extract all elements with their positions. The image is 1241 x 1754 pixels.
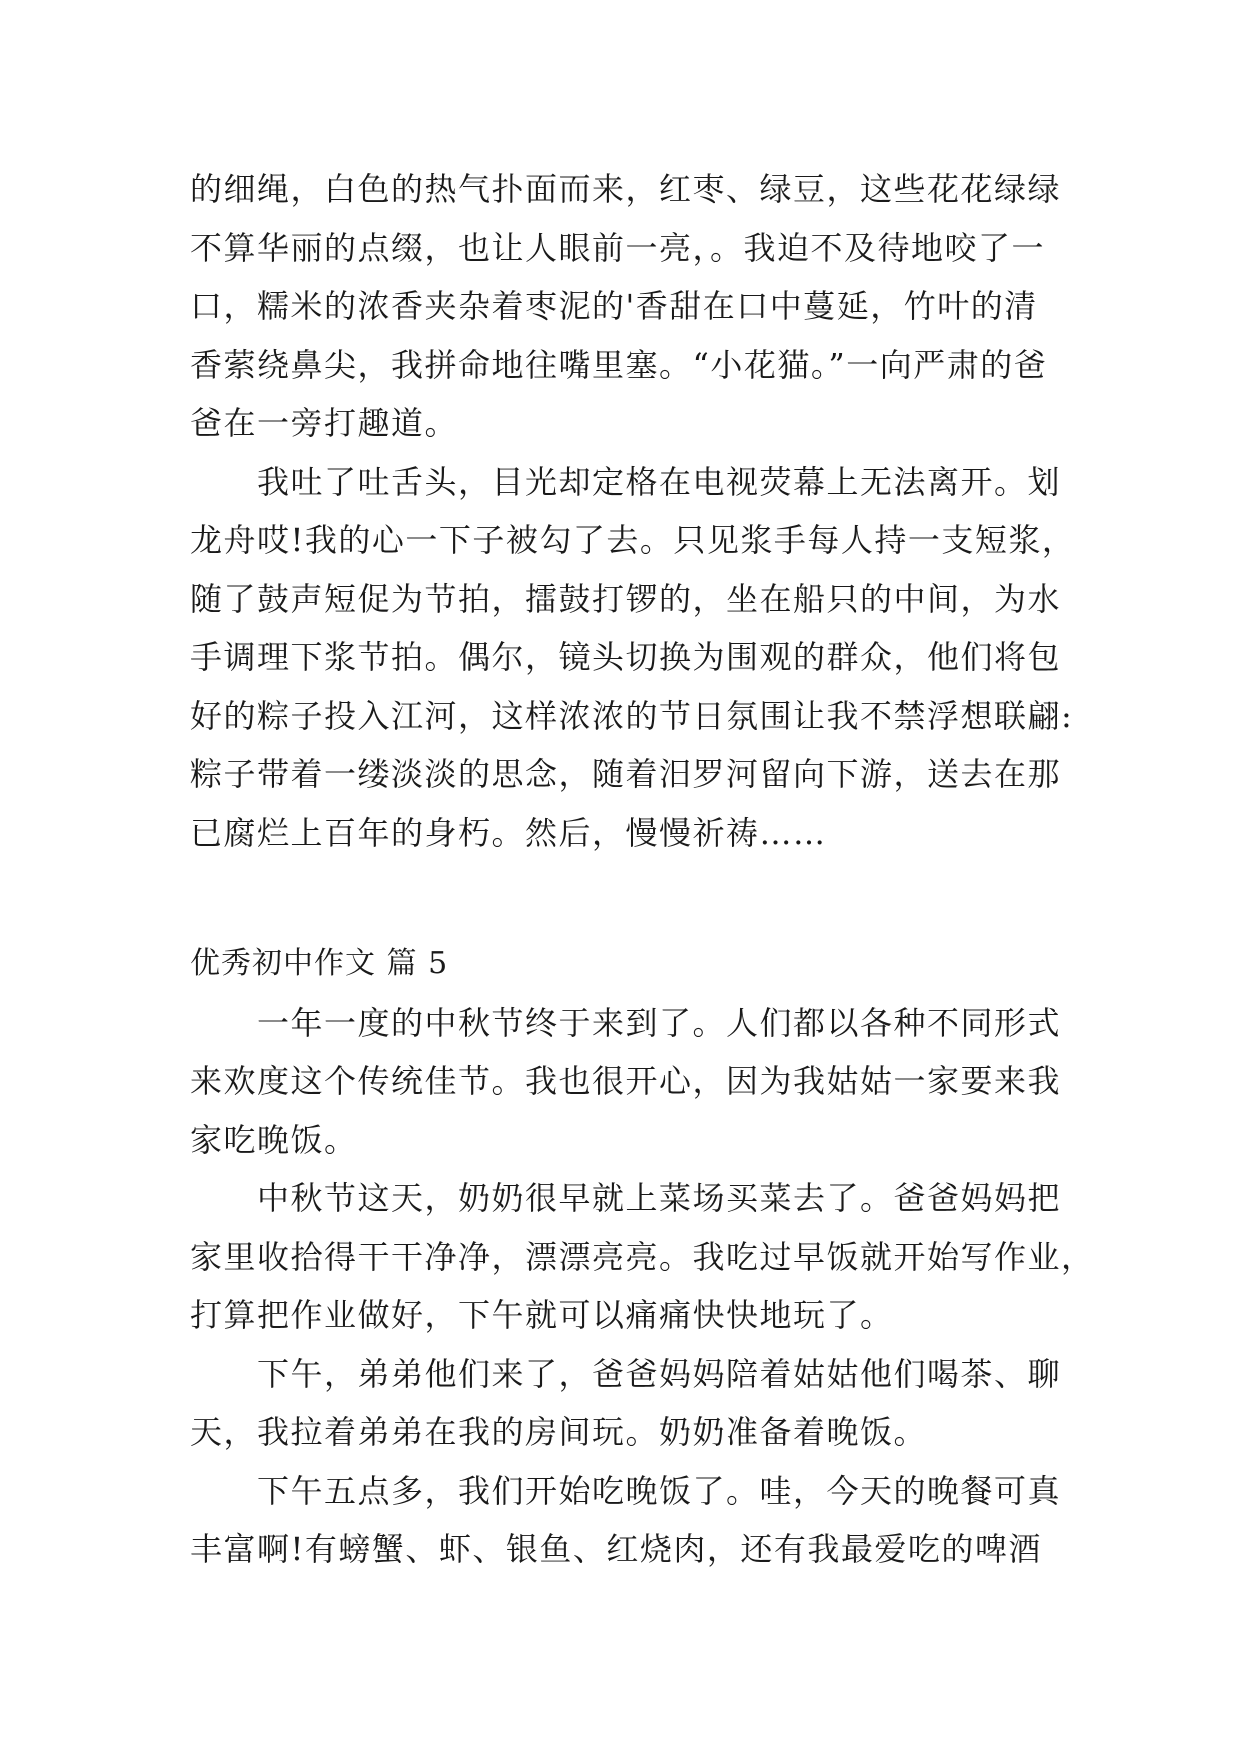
text-line: 的细绳，白色的热气扑面而来，红枣、绿豆，这些花花绿绿	[190, 170, 1062, 208]
text-line: 中秋节这天，奶奶很早就上菜场买菜去了。爸爸妈妈把	[257, 1179, 1062, 1217]
text-line: 家吃晚饭。	[190, 1120, 358, 1159]
text-line: 爸在一旁打趣道。	[190, 404, 459, 442]
text-line: 天，我拉着弟弟在我的房间玩。奶奶准备着晚饭。	[190, 1413, 928, 1451]
text-line: 来欢度这个传统佳节。我也很开心，因为我姑姑一家要来我	[190, 1062, 1062, 1100]
paragraph	[190, 160, 1060, 453]
text-line: 家里收拾得干干净净，漂漂亮亮。我吃过早饭就开始写作业，	[190, 1237, 1095, 1276]
paragraph	[190, 994, 1060, 1170]
text-line: 手调理下浆节拍。偶尔，镜头切换为围观的群众，他们将包	[190, 638, 1062, 676]
text-line: 好的粽子投入江河，这样浓浓的节日氛围让我不禁浮想联翩:	[190, 696, 1074, 735]
section-spacer	[190, 862, 1060, 935]
text-line: 打算把作业做好，下午就可以痛痛快快地玩了。	[190, 1296, 894, 1334]
text-line: 已腐烂上百年的身朽。然后，慢慢祈祷……	[190, 813, 827, 852]
text-line: 口，糯米的浓香夹杂着枣泥的'香甜在口中蔓延，竹叶的清	[190, 287, 1038, 325]
paragraph	[190, 453, 1076, 863]
text-line: 龙舟哎!我的心一下子被勾了去。只见浆手每人持一支短浆，	[190, 521, 1076, 559]
text-line: 下午，弟弟他们来了，爸爸妈妈陪着姑姑他们喝茶、聊	[257, 1354, 1062, 1393]
text-line: 随了鼓声短促为节拍，擂鼓打锣的，坐在船只的中间，为水	[190, 579, 1062, 618]
paragraph	[190, 1169, 1095, 1345]
text-line: 一年一度的中秋节终于来到了。人们都以各种不同形式	[257, 1003, 1062, 1042]
document-body	[190, 160, 1095, 1579]
section-heading: 优秀初中作文 篇 5	[190, 946, 449, 981]
text-line: 丰富啊!有螃蟹、虾、银鱼、红烧肉，还有我最爱吃的啤酒	[190, 1530, 1042, 1568]
text-line: 香萦绕鼻尖，我拼命地往嘴里塞。“小花猫。”一向严肃的爸	[190, 345, 1048, 384]
text-line: 粽子带着一缕淡淡的思念，随着汨罗河留向下游，送去在那	[190, 755, 1062, 793]
paragraph	[190, 1462, 1060, 1579]
text-line: 下午五点多，我们开始吃晚饭了。哇，今天的晚餐可真	[257, 1471, 1062, 1510]
paragraph	[190, 1345, 1060, 1462]
text-line: 我吐了吐舌头，目光却定格在电视荧幕上无法离开。划	[257, 462, 1062, 501]
text-line: 不算华丽的点缀，也让人眼前一亮，。我迫不及待地咬了一	[190, 228, 1046, 267]
